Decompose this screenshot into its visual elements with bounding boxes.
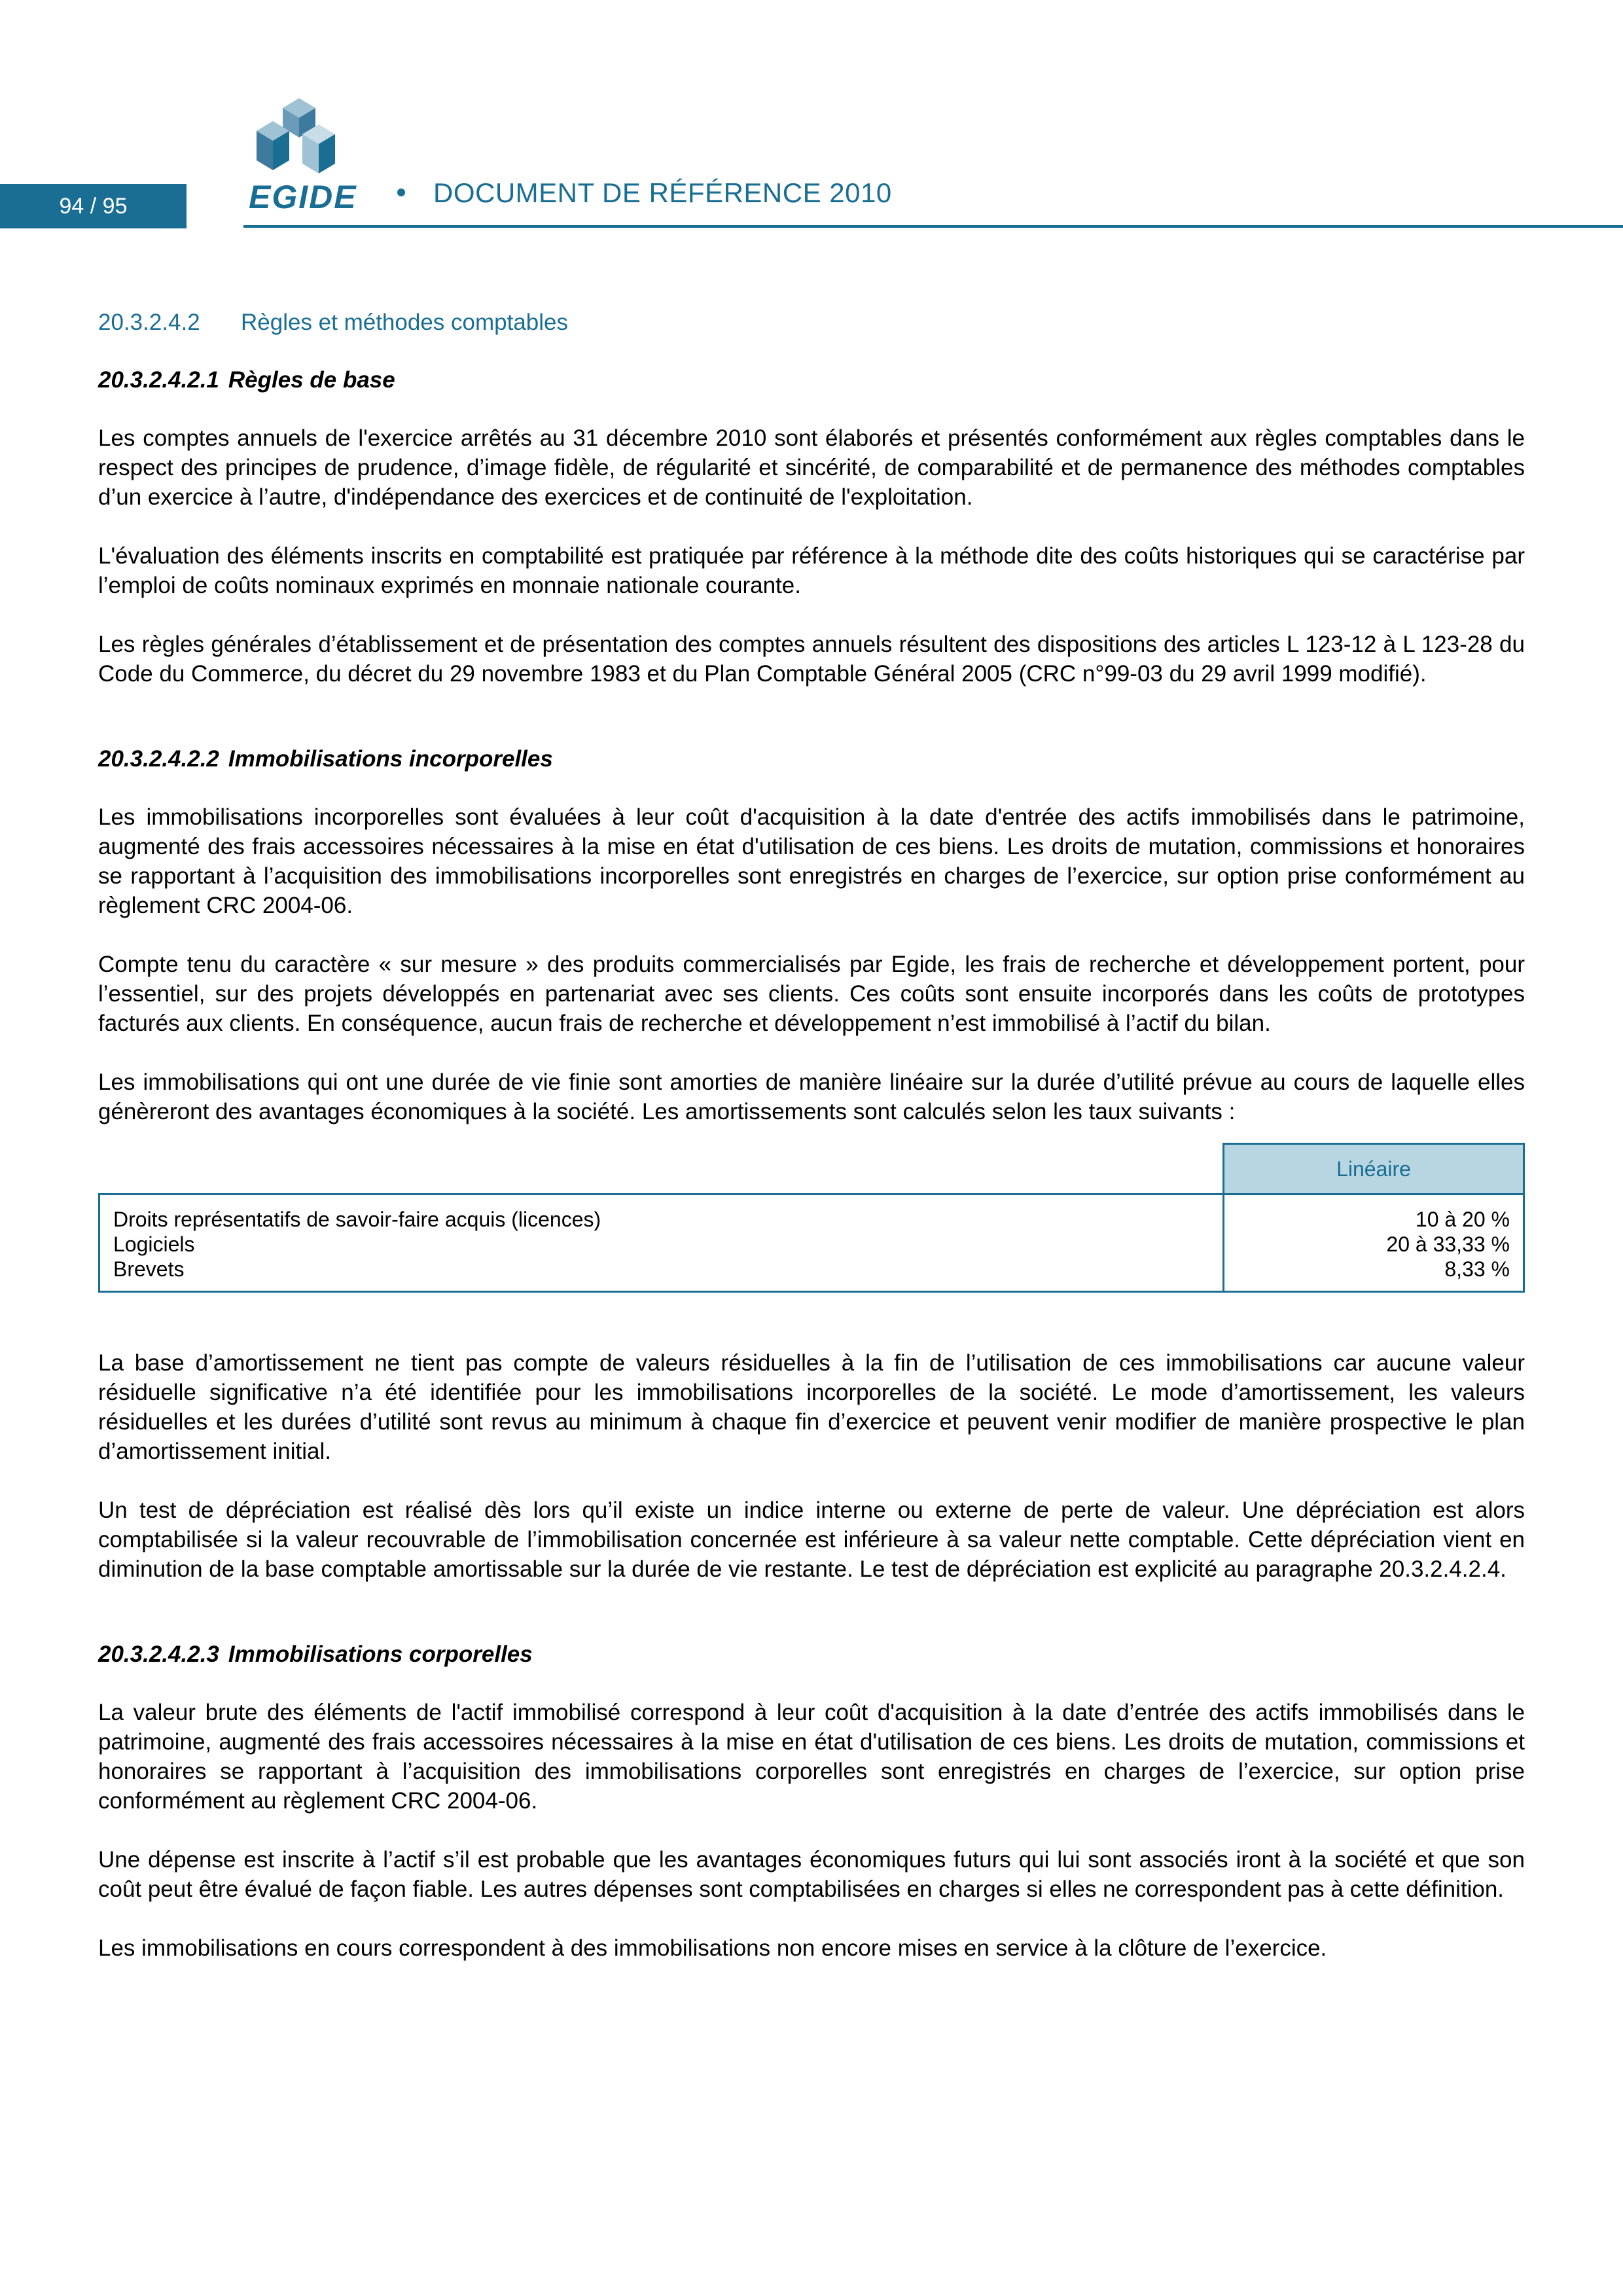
- subsection-heading: [98, 365, 1525, 395]
- paragraph: La base d’amortissement ne tient pas compte de valeurs résiduelles à la fin de l’utilisation de ces immobilisations car aucune valeur résiduelle significative n’a été identifiée pour les immobilisations incorporelles de la société. Le mode d’amortissement, les valeurs résiduelles et les durées d’utilité sont revus au minimum à chaque fin d’exercice et peuvent venir modifier de manière prospective le plan d’amortissement initial.: [98, 1350, 1525, 1464]
- table-row-label: Brevets: [113, 1257, 185, 1281]
- paragraph: La valeur brute des éléments de l'actif immobilisé correspond à leur coût d'acquisition à la date d’entrée des actifs immobilisés dans le patrimoine, augmenté des frais accessoires nécessaires à la mise en état d'utilisation de ces biens. Les droits de mutation, commissions et honoraires se rapportant à l’acquisition des immobilisations corporelles sont enregistrés en charges de l’exercice, sur option prise conformément au règlement CRC 2004-06.: [98, 1700, 1525, 1814]
- paragraph: Une dépense est inscrite à l’actif s’il est probable que les avantages économiques futurs qui lui sont associés iront à la société et que son coût peut être évalué de façon fiable. Les autres dépenses sont comptabilisées en charges si elles ne correspondent pas à cette définition.: [98, 1847, 1525, 1902]
- paragraph: Compte tenu du caractère « sur mesure » des produits commercialisés par Egide, les frais de recherche et développement portent, pour l’essentiel, sur des projets développés en partenariat avec ses clients. Ces coûts sont ensuite incorporés dans les coûts de prototypes facturés aux clients. En conséquence, aucun frais de recherche et développement n’est immobilisé à l’actif du bilan.: [98, 952, 1525, 1036]
- header-rule: [243, 225, 1623, 228]
- paragraph: Les immobilisations en cours correspondent à des immobilisations non encore mises en service à la clôture de l’exercice.: [98, 1935, 1327, 1961]
- table-row-value: 8,33 %: [1444, 1257, 1510, 1281]
- depreciation-rate-table: [98, 1143, 1525, 1293]
- header-bullet: [397, 188, 405, 196]
- page-content: [98, 308, 1525, 1992]
- subsection-number: 20.3.2.4.2.1: [98, 367, 219, 393]
- subsection-heading: [98, 1640, 1525, 1669]
- section-number: 20.3.2.4.2: [98, 310, 200, 335]
- table-row-label: Logiciels: [113, 1232, 195, 1256]
- paragraph: Les règles générales d’établissement et de présentation des comptes annuels résultent des dispositions des articles L 123-12 à L 123-28 du Code du Commerce, du décret du 29 novembre 1983 et du Plan Comptable Général 2005 (CRC n°99-03 du 29 avril 1999 modifié).: [98, 632, 1525, 687]
- paragraph: L'évaluation des éléments inscrits en comptabilité est pratiquée par référence à la méthode dite des coûts historiques qui se caractérise par l’emploi de coûts nominaux exprimés en monnaie nationale courante.: [98, 543, 1525, 598]
- section-title: Règles et méthodes comptables: [241, 310, 568, 335]
- subsection-title: Règles de base: [228, 367, 395, 393]
- table-label-column: [99, 1194, 1224, 1292]
- table-value-column: [1224, 1194, 1524, 1292]
- subsection-heading: [98, 744, 1525, 774]
- egide-logo-text: EGIDE: [249, 179, 357, 215]
- paragraph: Les immobilisations qui ont une durée de vie finie sont amorties de manière linéaire sur la durée d’utilité prévue au cours de laquelle elles génèreront des avantages économiques à la société. Les amortissements sont calculés selon les taux suivants :: [98, 1069, 1525, 1124]
- paragraph: Les immobilisations incorporelles sont évaluées à leur coût d'acquisition à la date d'entrée des actifs immobilisés dans le patrimoine, augmenté des frais accessoires nécessaires à la mise en état d'utilisation de ces biens. Les droits de mutation, commissions et honoraires se rapportant à l’acquisition des immobilisations incorporelles sont enregistrés en charges de l’exercice, sur option prise conformément au règlement CRC 2004-06.: [98, 804, 1525, 918]
- page-indicator: 94 / 95: [0, 184, 187, 228]
- table-row-value: 20 à 33,33 %: [1386, 1232, 1510, 1256]
- table-header-lineaire: Linéaire: [1224, 1144, 1524, 1194]
- paragraph: Un test de dépréciation est réalisé dès lors qu’il existe un indice interne ou externe de perte de valeur. Une dépréciation est alors comptabilisée si la valeur recouvrable de l’immobilisation concernée est inférieure à sa valeur nette comptable. Cette dépréciation vient en diminution de la base comptable amortissable sur la durée de vie restante. Le test de dépréciation est explicité au paragraphe 20.3.2.4.2.4.: [98, 1498, 1525, 1582]
- paragraph: Les comptes annuels de l'exercice arrêtés au 31 décembre 2010 sont élaborés et présentés conformément aux règles comptables dans le respect des principes de prudence, d’image fidèle, de régularité et sincérité, de comparabilité et de permanence des méthodes comptables d’un exercice à l’autre, d'indépendance des exercices et de continuité de l'exploitation.: [98, 425, 1525, 510]
- subsection-title: Immobilisations corporelles: [228, 1641, 533, 1667]
- document-title: DOCUMENT DE RÉFÉRENCE 2010: [433, 177, 892, 208]
- subsection-number: 20.3.2.4.2.2: [98, 746, 219, 772]
- section-heading: [98, 308, 1525, 337]
- subsection-title: Immobilisations incorporelles: [228, 746, 553, 772]
- subsection-number: 20.3.2.4.2.3: [98, 1641, 219, 1667]
- table-row-label: Droits représentatifs de savoir-faire acquis (licences): [113, 1208, 601, 1231]
- table-row-value: 10 à 20 %: [1415, 1208, 1510, 1231]
